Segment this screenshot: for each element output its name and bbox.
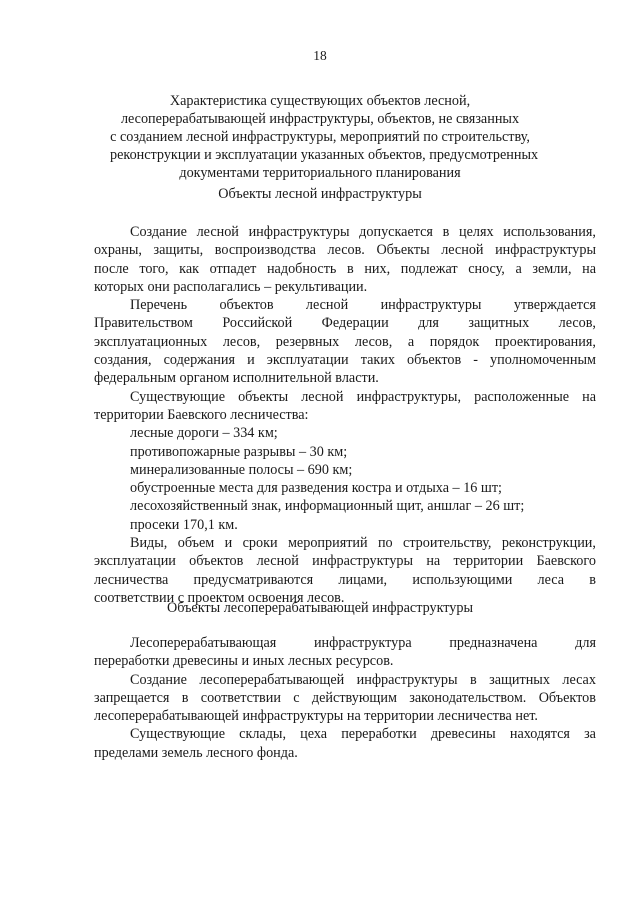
- word: в: [347, 260, 354, 277]
- text-line: пределами земель лесного фонда.: [94, 744, 298, 761]
- word: объектов: [407, 352, 462, 369]
- text-line: [94, 223, 596, 241]
- word: лесов,: [222, 333, 261, 350]
- word: лесов,: [558, 315, 596, 332]
- word: отпадет: [209, 260, 257, 277]
- word: сроки: [242, 535, 278, 552]
- text-line: [94, 552, 596, 570]
- section-body-forest-infrastructure: [94, 223, 596, 607]
- word: лесах: [562, 671, 596, 688]
- word: склады,: [239, 726, 287, 743]
- word: предусматриваются: [193, 571, 314, 588]
- word: инфраструктуры,: [356, 388, 462, 405]
- word: находятся: [509, 726, 570, 743]
- text-line: федеральным органом исполнительной власти.: [94, 370, 379, 387]
- word: в: [442, 224, 450, 240]
- word: содержания: [163, 352, 235, 369]
- text-line: [94, 351, 596, 369]
- word: земли,: [532, 260, 572, 277]
- word: использования,: [503, 224, 596, 240]
- word: по: [377, 535, 393, 552]
- text-line: которых они располагались – рекультивации.: [94, 278, 368, 295]
- word: лесоперерабатывающей: [199, 671, 345, 688]
- word: объем: [177, 535, 215, 552]
- word: лесной: [305, 297, 349, 314]
- word: Федерации: [321, 315, 389, 332]
- list-item: противопожарные разрывы – 30 км;: [130, 443, 348, 460]
- word: целях: [459, 224, 494, 240]
- word: Существующие: [130, 388, 225, 405]
- word: для: [418, 315, 439, 332]
- word: древесины: [430, 726, 496, 743]
- word: воспроизводства: [214, 242, 316, 259]
- word: надобность: [266, 260, 337, 277]
- word: -: [473, 352, 478, 369]
- text-line: [94, 333, 596, 351]
- word: порядок: [429, 333, 480, 350]
- text-line: [94, 634, 596, 652]
- list-item: минерализованные полосы – 690 км;: [130, 461, 353, 478]
- word: лесов.: [327, 242, 365, 259]
- word: Российской: [222, 315, 293, 332]
- text-line: [94, 241, 596, 259]
- word: расположенные: [474, 388, 570, 405]
- word: цеха: [300, 726, 328, 743]
- word: лесничества: [94, 571, 169, 588]
- word: защиты,: [153, 242, 204, 259]
- word: соответствии: [200, 689, 281, 706]
- word: подлежат: [400, 260, 458, 277]
- text-line: лесоперерабатывающей инфраструктуры на территории лесничества нет.: [94, 708, 538, 725]
- heading-line: лесоперерабатывающей инфраструктуры, объектов, не связанных: [120, 111, 520, 127]
- word: Лесоперерабатывающая: [130, 635, 277, 651]
- word: таких: [360, 352, 395, 369]
- word: Правительством: [94, 315, 193, 332]
- word: инфраструктуры: [356, 671, 458, 688]
- section-title-processing-infrastructure: Объекты лесоперерабатывающей инфраструктуры: [166, 600, 474, 616]
- word: объектов: [189, 553, 244, 570]
- word: запрещается: [94, 689, 170, 706]
- word: для: [575, 635, 596, 651]
- word: в: [181, 689, 189, 706]
- word: объекты: [238, 388, 289, 405]
- word: предназначена: [449, 635, 538, 651]
- text-line: [94, 725, 596, 743]
- word: использующими: [412, 571, 513, 588]
- text-line: территории Баевского лесничества:: [94, 406, 309, 423]
- word: в: [469, 671, 477, 688]
- word: защитных: [489, 671, 550, 688]
- word: лесной: [256, 553, 299, 570]
- text-line: [94, 314, 596, 332]
- list-item: лесохозяйственный знак, информационный щит, аншлаг – 26 шт;: [130, 498, 525, 515]
- word: и: [247, 352, 255, 369]
- text-line: [94, 689, 596, 707]
- word: Создание: [130, 671, 187, 688]
- word: них,: [364, 260, 391, 277]
- word: Существующие: [130, 726, 225, 743]
- word: инфраструктуры: [495, 242, 596, 259]
- list-item: обустроенные места для разведения костра и отдыха – 16 шт;: [130, 480, 502, 497]
- word: создания,: [94, 352, 152, 369]
- text-line: [94, 388, 596, 406]
- word: эксплуатационных: [94, 333, 208, 350]
- word: инфраструктуры: [312, 553, 414, 570]
- word: эксплуатации: [94, 553, 176, 570]
- word: Объектов: [538, 689, 596, 706]
- word: уполномоченным: [490, 352, 596, 369]
- text-line: переработки древесины и иных лесных ресурсов.: [94, 653, 394, 670]
- word: лицами,: [338, 571, 388, 588]
- word: инфраструктуры: [380, 297, 482, 314]
- word: а: [407, 333, 415, 350]
- word: Баевского: [536, 553, 596, 570]
- page-number: 18: [313, 48, 327, 63]
- list-item: просеки 170,1 км.: [130, 516, 238, 533]
- word: лесной: [301, 388, 344, 405]
- word: эксплуатации: [266, 352, 349, 369]
- section-body-processing-infrastructure: [94, 634, 596, 762]
- word: Виды,: [130, 535, 168, 552]
- word: сносу,: [468, 260, 505, 277]
- word: строительству,: [403, 535, 492, 552]
- text-line: [94, 260, 596, 278]
- list-item: лесные дороги – 334 км;: [130, 425, 278, 442]
- word: и: [224, 535, 233, 552]
- word: того,: [139, 260, 169, 277]
- word: на: [426, 553, 441, 570]
- word: переработки: [341, 726, 417, 743]
- word: лесов,: [354, 333, 393, 350]
- word: с: [293, 689, 300, 706]
- word: как: [179, 260, 200, 277]
- word: лесной: [196, 224, 239, 240]
- word: действующим: [311, 689, 397, 706]
- word: законодательством.: [409, 689, 527, 706]
- word: утверждается: [513, 297, 596, 314]
- word: а: [515, 260, 522, 277]
- text-line: [94, 671, 596, 689]
- word: допускается: [359, 224, 433, 240]
- text-line: [94, 296, 596, 314]
- word: инфраструктура: [313, 635, 412, 651]
- word: за: [584, 726, 596, 743]
- document-heading: [110, 92, 539, 182]
- heading-line: документами территориального планирования: [179, 165, 461, 181]
- word: Объекты: [376, 242, 430, 259]
- word: на: [582, 260, 596, 277]
- word: реконструкции,: [501, 535, 596, 552]
- heading-line: Характеристика существующих объектов лесной,: [169, 93, 471, 109]
- word: мероприятий: [287, 535, 368, 552]
- heading-line: реконструкции и эксплуатации указанных объектов, предусмотренных: [110, 147, 539, 163]
- word: территории: [453, 553, 524, 570]
- heading-line: с созданием лесной инфраструктуры, мероприятий по строительству,: [110, 129, 530, 145]
- section-title-forest-infrastructure: Объекты лесной инфраструктуры: [218, 186, 422, 202]
- word: после: [94, 260, 129, 277]
- text-line: соответствии с проектом освоения лесов.: [94, 589, 345, 606]
- text-line: [94, 534, 596, 552]
- word: проектирования,: [494, 333, 596, 350]
- word: инфраструктуры: [248, 224, 350, 240]
- word: Создание: [130, 224, 187, 240]
- word: охраны,: [94, 242, 142, 259]
- text-line: [94, 571, 596, 589]
- word: лесной: [441, 242, 484, 259]
- word: на: [582, 388, 596, 405]
- word: Перечень: [130, 297, 188, 314]
- word: защитных: [468, 315, 530, 332]
- word: леса: [537, 571, 565, 588]
- word: в: [589, 571, 596, 588]
- word: резервных: [275, 333, 340, 350]
- word: объектов: [219, 297, 274, 314]
